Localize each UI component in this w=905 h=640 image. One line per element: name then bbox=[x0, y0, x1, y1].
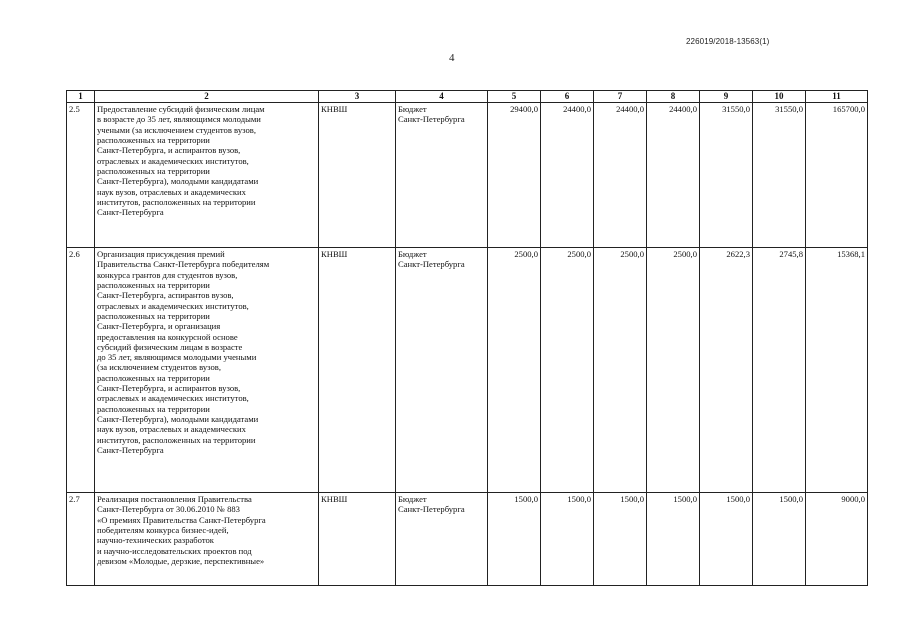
row-value: 2745,8 bbox=[753, 248, 806, 493]
row-value: 29400,0 bbox=[488, 103, 541, 248]
row-value: 2500,0 bbox=[647, 248, 700, 493]
row-value: 31550,0 bbox=[700, 103, 753, 248]
row-number: 2.7 bbox=[67, 493, 95, 586]
table-row bbox=[67, 103, 868, 248]
page-number: 4 bbox=[449, 52, 455, 64]
document-id: 226019/2018-13563(1) bbox=[686, 37, 770, 46]
column-header: 10 bbox=[753, 91, 806, 103]
row-number: 2.5 bbox=[67, 103, 95, 248]
row-number: 2.6 bbox=[67, 248, 95, 493]
row-value: 1500,0 bbox=[753, 493, 806, 586]
table-header-row bbox=[67, 91, 868, 103]
row-value: 2500,0 bbox=[541, 248, 594, 493]
row-value: 1500,0 bbox=[488, 493, 541, 586]
column-header: 4 bbox=[396, 91, 488, 103]
row-value: 31550,0 bbox=[753, 103, 806, 248]
column-header: 3 bbox=[319, 91, 396, 103]
row-value: 24400,0 bbox=[594, 103, 647, 248]
row-value: 1500,0 bbox=[541, 493, 594, 586]
row-description: Предоставление субсидий физическим лицам в возрасте до 35 лет, являющимся молодыми учеными (за исключением студентов вузов, расположенных на территории Санкт-Петербурга, и аспирантов вузов, отраслевых и академических институтов, расположенных на территории Санкт-Петербурга), молодыми кандидатами наук вузов, отраслевых и академических институтов, расположенных на территории Санкт-Петербурга bbox=[95, 103, 319, 248]
column-header: 2 bbox=[95, 91, 319, 103]
column-header: 6 bbox=[541, 91, 594, 103]
row-value: 2622,3 bbox=[700, 248, 753, 493]
column-header: 5 bbox=[488, 91, 541, 103]
row-value: 24400,0 bbox=[541, 103, 594, 248]
row-value: 2500,0 bbox=[488, 248, 541, 493]
column-header: 9 bbox=[700, 91, 753, 103]
row-value: 2500,0 bbox=[594, 248, 647, 493]
column-header: 7 bbox=[594, 91, 647, 103]
row-value: 1500,0 bbox=[700, 493, 753, 586]
row-value: 24400,0 bbox=[647, 103, 700, 248]
row-total: 15368,1 bbox=[806, 248, 868, 493]
row-funding-source: Бюджет Санкт-Петербурга bbox=[396, 493, 488, 586]
row-total: 9000,0 bbox=[806, 493, 868, 586]
column-header: 11 bbox=[806, 91, 868, 103]
row-value: 1500,0 bbox=[594, 493, 647, 586]
row-executor: КНВШ bbox=[319, 248, 396, 493]
row-executor: КНВШ bbox=[319, 103, 396, 248]
column-header: 8 bbox=[647, 91, 700, 103]
table-row bbox=[67, 248, 868, 493]
row-funding-source: Бюджет Санкт-Петербурга bbox=[396, 103, 488, 248]
row-description: Организация присуждения премий Правительства Санкт-Петербурга победителям конкурса грантов для студентов вузов, расположенных на территории Санкт-Петербурга, аспирантов вузов, отраслевых и академических институтов, расположенных на территории Санкт-Петербурга, и организация предоставления на конкурсной основе субсидий физическим лицам в возрасте до 35 лет, являющимся молодыми учеными (за исключением студентов вузов, расположенных на территории Санкт-Петербурга, и аспирантов вузов, отраслевых и академических институтов, расположенных на территории Санкт-Петербурга), молодыми кандидатами наук вузов, отраслевых и академических институтов, расположенных на территории Санкт-Петербурга bbox=[95, 248, 319, 493]
row-executor: КНВШ bbox=[319, 493, 396, 586]
row-value: 1500,0 bbox=[647, 493, 700, 586]
program-table bbox=[66, 90, 868, 586]
row-funding-source: Бюджет Санкт-Петербурга bbox=[396, 248, 488, 493]
row-total: 165700,0 bbox=[806, 103, 868, 248]
column-header: 1 bbox=[67, 91, 95, 103]
row-description: Реализация постановления Правительства Санкт-Петербурга от 30.06.2010 № 883 «О премиях Правительства Санкт-Петербурга победителям конкурса бизнес-идей, научно-технических разработок и научно-исследовательских проектов под девизом «Молодые, дерзкие, перспективные» bbox=[95, 493, 319, 586]
table-row bbox=[67, 493, 868, 586]
